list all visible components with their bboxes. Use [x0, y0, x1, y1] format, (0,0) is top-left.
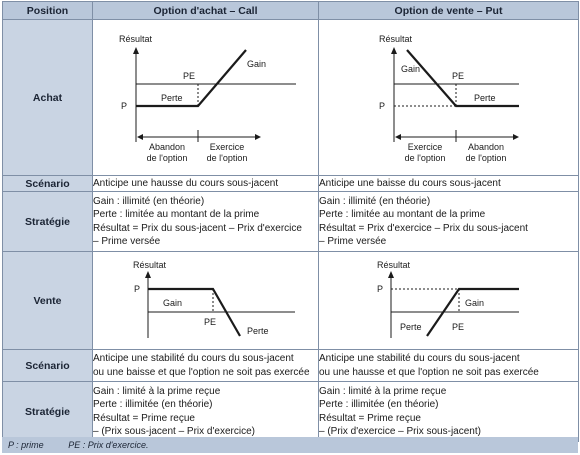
- abandon-arrow-head: [513, 134, 519, 140]
- header-call: Option d'achat – Call: [93, 2, 319, 20]
- scenario-vente-put: [319, 350, 579, 382]
- footnote-p: P : prime: [8, 440, 44, 450]
- strategie-line: Résultat = Prix du sous-jacent – Prix d'exercice: [93, 222, 302, 234]
- strategie-line: – (Prix sous-jacent – Prix d'exercice): [93, 426, 255, 437]
- strategie-line: Résultat = Prime reçue: [93, 412, 195, 424]
- strategie-vente-call: [93, 382, 319, 442]
- label-resultat: Résultat: [379, 34, 413, 44]
- strategie-line: Gain : illimité (en théorie): [319, 195, 431, 207]
- vente-put-payoff-chart: [319, 252, 579, 344]
- label-gain: Gain: [401, 64, 421, 74]
- options-table: [2, 1, 579, 442]
- strategie-line: – (Prix d'exercice – Prix sous-jacent): [319, 426, 481, 437]
- label-abandon-2: de l'option: [465, 153, 507, 163]
- strategie-vente-put: [319, 382, 579, 442]
- diagram-achat-put: [319, 20, 579, 176]
- strategie-achat-put: [319, 192, 579, 252]
- strategie-line: – Prime versée: [93, 236, 161, 247]
- row-scenario-achat: [3, 176, 579, 192]
- strategie-line: Résultat = Prime reçue: [319, 412, 421, 424]
- header-put: Option de vente – Put: [319, 2, 579, 20]
- row-scenario-vente: [3, 350, 579, 382]
- exercice-arrow-head: [395, 134, 401, 140]
- strategie-line: Gain : limité à la prime reçue: [93, 385, 221, 397]
- label-exercice-2: de l'option: [206, 153, 248, 163]
- row-label-scenario: Scénario: [3, 176, 93, 192]
- label-abandon-2: de l'option: [146, 153, 188, 163]
- strategie-line: Résultat = Prix d'exercice – Prix du sous-jacent: [319, 222, 528, 234]
- row-label-strategie: Stratégie: [3, 192, 93, 252]
- y-axis-arrow: [145, 271, 151, 278]
- row-label-strategie: Stratégie: [3, 382, 93, 442]
- label-p: P: [379, 101, 386, 111]
- row-label-vente: Vente: [3, 252, 93, 350]
- row-label-scenario: Scénario: [3, 350, 93, 382]
- label-gain: Gain: [247, 59, 267, 69]
- diagram-vente-call: [93, 252, 319, 350]
- scenario-line: ou une hausse et que l'option ne soit pas exercée: [319, 366, 539, 378]
- header-row: [3, 2, 579, 20]
- label-abandon: Abandon: [148, 142, 186, 152]
- label-perte: Perte: [161, 93, 183, 103]
- vente-call-payoff-chart: [93, 252, 319, 344]
- label-pe: PE: [204, 317, 217, 327]
- strategie-line: Gain : illimité (en théorie): [93, 195, 205, 207]
- strategie-achat-call: [93, 192, 319, 252]
- row-strategie-vente: [3, 382, 579, 442]
- scenario-achat-call: Anticipe une hausse du cours sous-jacent: [93, 176, 319, 192]
- row-strategie-achat: [3, 192, 579, 252]
- label-perte: Perte: [474, 93, 496, 103]
- label-gain: Gain: [465, 298, 485, 308]
- label-pe: PE: [452, 322, 465, 332]
- scenario-vente-call: [93, 350, 319, 382]
- label-resultat: Résultat: [133, 260, 167, 270]
- row-vente: [3, 252, 579, 350]
- label-exercice-2: de l'option: [404, 153, 446, 163]
- label-gain: Gain: [163, 298, 183, 308]
- abandon-arrow-head: [137, 134, 143, 140]
- strategie-line: Gain : limité à la prime reçue: [319, 385, 447, 397]
- scenario-line: Anticipe une stabilité du cours du sous-jacent: [93, 353, 294, 364]
- scenario-achat-put: Anticipe une baisse du cours sous-jacent: [319, 176, 579, 192]
- label-p: P: [377, 284, 384, 294]
- exercice-arrow-head: [255, 134, 261, 140]
- strategie-line: Perte : illimitée (en théorie): [319, 399, 439, 410]
- header-position: Position: [3, 2, 93, 20]
- scenario-line: ou une baisse et que l'option ne soit pas exercée: [93, 366, 310, 378]
- label-pe: PE: [452, 71, 465, 81]
- label-p: P: [121, 101, 128, 111]
- diagram-vente-put: [319, 252, 579, 350]
- y-axis-arrow: [388, 271, 394, 278]
- row-achat: [3, 20, 579, 176]
- y-axis-arrow: [133, 47, 139, 54]
- label-perte: Perte: [247, 326, 269, 336]
- achat-call-payoff-chart: [93, 20, 319, 170]
- y-axis-arrow: [391, 47, 397, 54]
- label-resultat: Résultat: [377, 260, 411, 270]
- row-label-achat: Achat: [3, 20, 93, 176]
- strategie-line: Perte : limitée au montant de la prime: [319, 209, 486, 220]
- achat-put-payoff-chart: [319, 20, 579, 170]
- footnote-pe: PE : Prix d'exercice.: [68, 440, 149, 450]
- label-p: P: [134, 284, 141, 294]
- label-abandon: Abandon: [467, 142, 505, 152]
- footnote: [2, 437, 578, 453]
- label-perte: Perte: [400, 322, 422, 332]
- scenario-line: Anticipe une stabilité du cours du sous-jacent: [319, 353, 520, 364]
- strategie-line: Perte : illimitée (en théorie): [93, 399, 213, 410]
- diagram-achat-call: [93, 20, 319, 176]
- strategie-line: – Prime versée: [319, 236, 387, 247]
- label-exercice: Exercice: [407, 142, 443, 152]
- label-resultat: Résultat: [119, 34, 153, 44]
- label-exercice: Exercice: [209, 142, 245, 152]
- label-pe: PE: [183, 71, 196, 81]
- strategie-line: Perte : limitée au montant de la prime: [93, 209, 260, 220]
